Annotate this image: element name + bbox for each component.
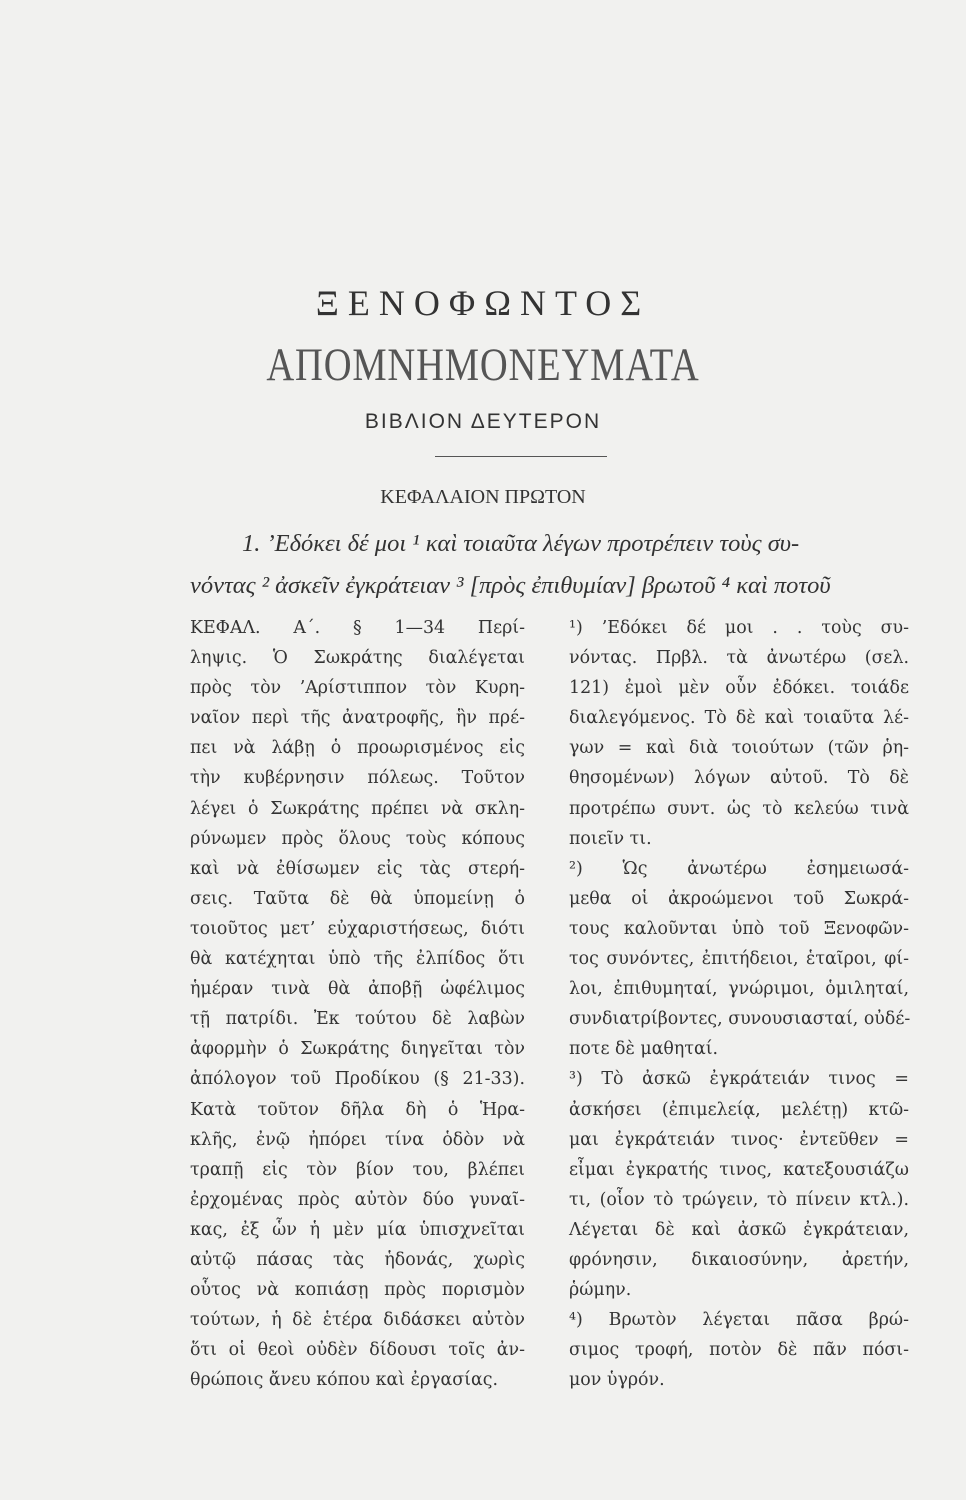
summary-line: τούτων, ἡ δὲ ἑτέρα διδάσκει αὐτὸν <box>190 1310 525 1331</box>
summary-line: ρύνωμεν πρὸς ὅλους τοὺς κόπους <box>190 828 525 849</box>
title-divider <box>435 456 607 457</box>
note-line: ²) Ὡς ἀνωτέρω ἐσημειωσά- <box>569 858 909 879</box>
summary-line: θρώποις ἄνευ κόπου καὶ ἐργασίας. <box>190 1370 498 1391</box>
note-line: ⁴) Βρωτὸν λέγεται πᾶσα βρώ- <box>569 1310 909 1331</box>
note-line: σιμος τροφή, ποτὸν δὲ πᾶν πόσι- <box>569 1340 909 1361</box>
book-title: ΒΙΒΛΙΟΝ ΔΕΥΤΕΡΟΝ <box>364 410 602 433</box>
summary-line: ναῖον περὶ τῆς ἀνατροφῆς, ἣν πρέ- <box>190 708 525 729</box>
note-line: γων = καὶ διὰ τοιούτων (τῶν ῥη- <box>569 738 909 759</box>
summary-line: τραπῇ εἰς τὸν βίον του, βλέπει <box>190 1159 525 1180</box>
note-line: λοι, ἐπιθυμηταί, γνώριμοι, ὁμιληταί, <box>569 979 909 1000</box>
summary-line: πει νὰ λάβῃ ὁ προωρισμένος εἰς <box>190 738 525 759</box>
notes-column <box>569 613 909 1395</box>
verse-line-2: νόντας ² ἀσκεῖν ἐγκράτειαν ³ [πρὸς ἐπιθυμίαν] βρωτοῦ ⁴ καὶ ποτοῦ <box>190 572 831 599</box>
summary-line: τὴν κυβέρνησιν πόλεως. Τοῦτον <box>190 768 525 789</box>
summary-line: ἀφορμὴν ὁ Σωκράτης διηγεῖται τὸν <box>190 1039 525 1060</box>
note-line: ῥώμην. <box>569 1280 632 1301</box>
summary-line: τῇ πατρίδι. Ἐκ τούτου δὲ λαβὼν <box>190 1009 525 1030</box>
note-line: τους καλοῦνται ὑπὸ τοῦ Ξενοφῶν- <box>569 918 909 939</box>
note-line: μεθα οἱ ἀκροώμενοι τοῦ Σωκρά- <box>569 888 909 909</box>
summary-column <box>190 613 525 1395</box>
note-line: θησομένων) λόγων αὐτοῦ. Τὸ δὲ <box>569 768 909 789</box>
summary-line: καὶ νὰ ἐθίσωμεν εἰς τὰς στερή- <box>190 858 525 879</box>
summary-line: ἐρχομένας πρὸς αὐτὸν δύο γυναῖ- <box>190 1189 525 1210</box>
note-line: προτρέπω συντ. ὡς τὸ κελεύω τινὰ <box>569 798 909 819</box>
note-line: ἀσκήσει (ἐπιμελείᾳ, μελέτῃ) κτῶ- <box>569 1099 909 1120</box>
summary-line: ἡμέραν τινὰ θὰ ἀποβῇ ὠφέλιμος <box>190 979 525 1000</box>
note-line: 121) ἐμοὶ μὲν οὖν ἐδόκει. τοιάδε <box>569 678 909 699</box>
note-line: εἶμαι ἐγκρατής τινος, κατεξουσιάζω <box>569 1159 909 1180</box>
summary-line: λέγει ὁ Σωκράτης πρέπει νὰ σκλη- <box>190 798 525 819</box>
note-line: ποιεῖν τι. <box>569 828 652 849</box>
note-line: ³) Τὸ ἀσκῶ ἐγκράτειάν τινος = <box>569 1069 909 1090</box>
summary-line: κας, ἐξ ὧν ἡ μὲν μία ὑπισχνεῖται <box>190 1219 525 1240</box>
summary-line: θὰ κατέχηται ὑπὸ τῆς ἐλπίδος ὅτι <box>190 949 525 970</box>
note-line: διαλεγόμενος. Τὸ δὲ καὶ τοιαῦτα λέ- <box>569 708 909 729</box>
note-line: μον ὑγρόν. <box>569 1370 665 1391</box>
summary-line: Κατὰ τοῦτον δῆλα δὴ ὁ Ἡρα- <box>190 1099 525 1120</box>
note-line: συνδιατρίβοντες, συνουσιασταί, οὐδέ- <box>569 1009 911 1030</box>
summary-line: σεις. Ταῦτα δὲ θὰ ὑπομείνῃ ὁ <box>190 888 525 909</box>
summary-line: τοιοῦτος μετ’ εὐχαριστήσεως, διότι <box>190 918 525 939</box>
summary-line: αὐτῷ πάσας τὰς ἡδονάς, χωρὶς <box>190 1249 525 1270</box>
summary-line: ἀπόλογον τοῦ Προδίκου (§ 21-33). <box>190 1069 525 1090</box>
note-line: φρόνησιν, δικαιοσύνην, ἀρετήν, <box>569 1249 909 1270</box>
author-title: ΞΕΝΟΦΩΝΤΟΣ <box>315 283 651 323</box>
summary-line: ληψις. Ὁ Σωκράτης διαλέγεται <box>190 648 525 669</box>
note-line: ¹) ’Εδόκει δέ μοι . . τοὺς συ- <box>569 618 909 638</box>
note-line: μαι ἐγκράτειάν τινος· ἐντεῦθεν = <box>569 1129 909 1150</box>
work-title: ΑΠΟΜΝΗΜΟΝΕΥΜΑΤΑ <box>266 339 700 391</box>
verse-line-1: 1. ’Εδόκει δέ μοι ¹ καὶ τοιαῦτα λέγων προτρέπειν τοὺς συ- <box>242 530 800 557</box>
note-line: Λέγεται δὲ καὶ ἀσκῶ ἐγκράτειαν, <box>569 1219 909 1240</box>
summary-line: οὗτος νὰ κοπιάσῃ πρὸς πορισμὸν <box>190 1280 525 1301</box>
note-line: νόντας. Πρβλ. τὰ ἀνωτέρω (σελ. <box>569 648 909 669</box>
note-line: τος συνόντες, ἐπιτήδειοι, ἑταῖροι, φί- <box>569 949 909 970</box>
chapter-title: ΚΕΦΑΛΑΙΟΝ ΠΡΩΤΟΝ <box>380 486 586 508</box>
summary-line: ΚΕΦΑΛ. Α΄. § 1—34 Περί- <box>190 618 525 638</box>
summary-line: ὅτι οἱ θεοὶ οὐδὲν δίδουσι τοῖς ἀν- <box>190 1340 525 1361</box>
note-line: ποτε δὲ μαθηταί. <box>569 1039 719 1060</box>
summary-line: κλῆς, ἐνῷ ἠπόρει τίνα ὁδὸν νὰ <box>190 1129 525 1150</box>
summary-line: πρὸς τὸν ’Αρίστιππον τὸν Κυρη- <box>190 678 525 699</box>
note-line: τι, (οἷον τὸ τρώγειν, τὸ πίνειν κτλ.). <box>569 1189 909 1210</box>
